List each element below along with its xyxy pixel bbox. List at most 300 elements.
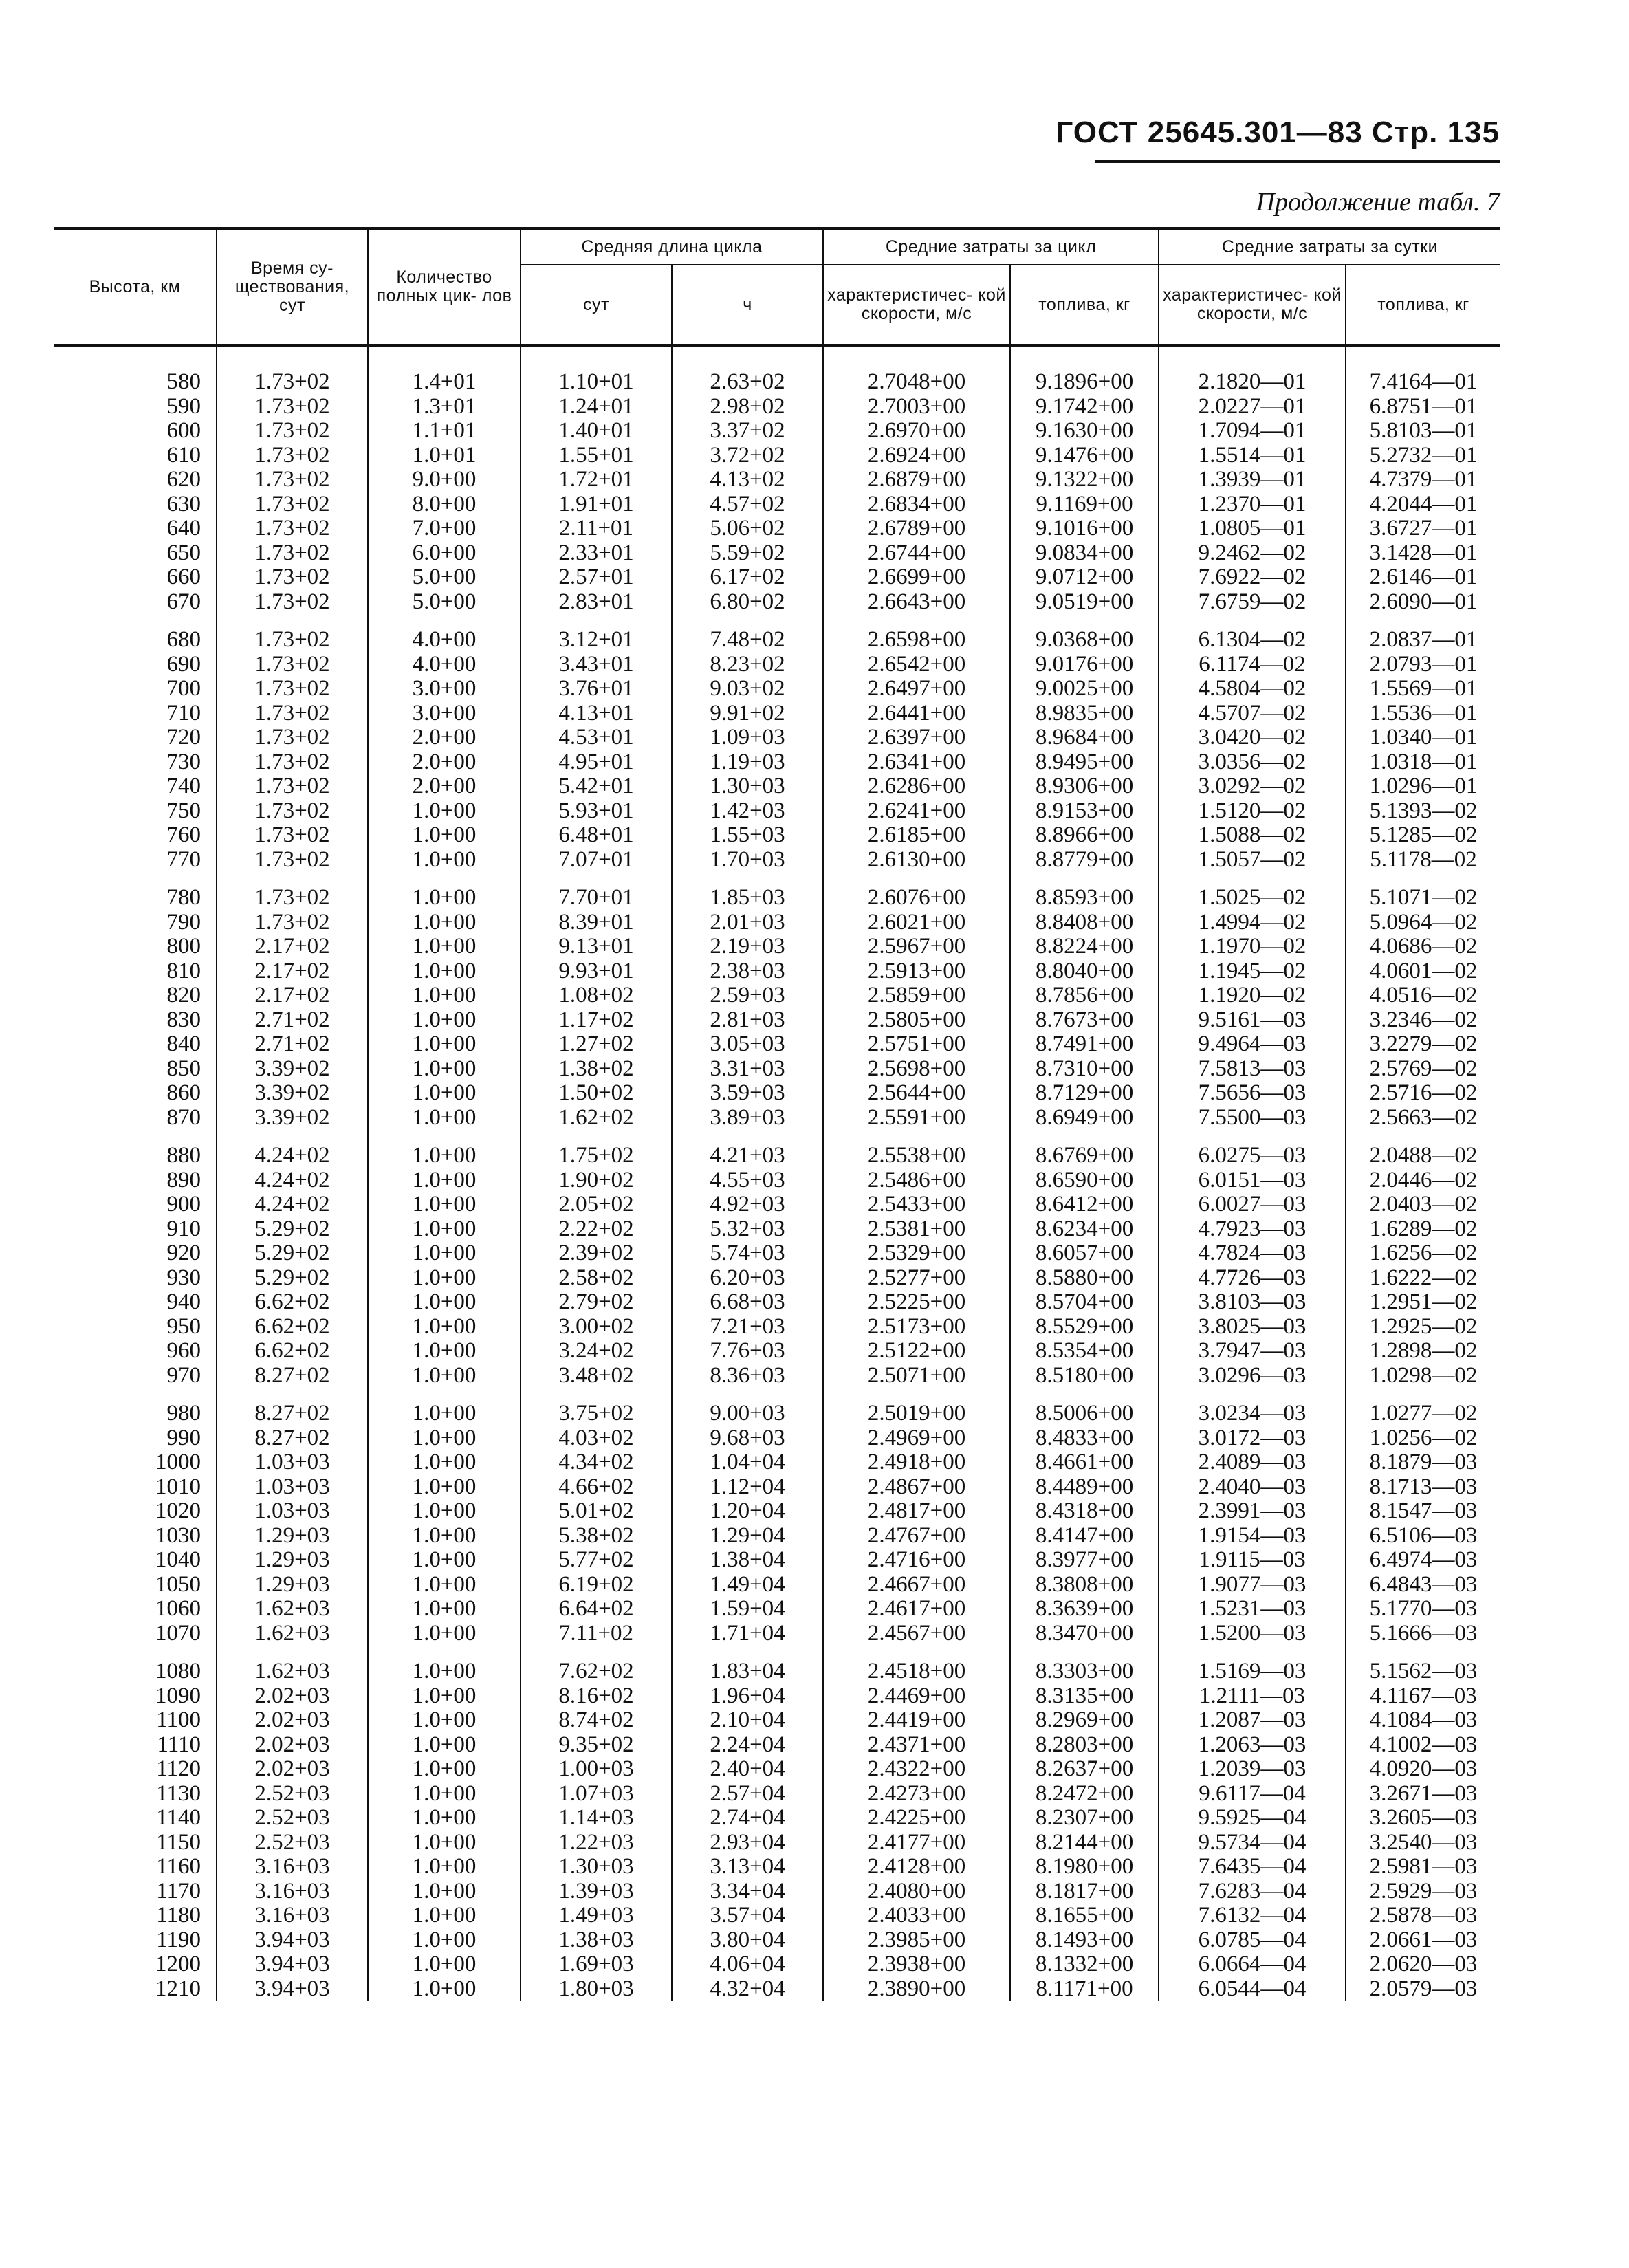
cell-lifetime: 2.17+02	[217, 983, 368, 1008]
cell-fuel-daily: 1.0318—01	[1346, 750, 1500, 775]
cell-char-velocity: 2.5173+00	[823, 1315, 1010, 1340]
cell-altitude: 1060	[155, 1596, 201, 1621]
header-altitude: Высота, км	[89, 276, 181, 296]
cell-hours: 1.85+03	[672, 886, 823, 911]
cell-lifetime: 1.29+03	[217, 1524, 368, 1549]
cell-fuel-daily: 1.6256—02	[1346, 1241, 1500, 1266]
cell-hours: 1.12+04	[672, 1475, 823, 1500]
cell-days: 2.22+02	[521, 1217, 672, 1242]
cell-hours: 3.72+02	[672, 444, 823, 468]
cell-char-velocity: 2.6744+00	[823, 541, 1010, 566]
cell-char-velocity-daily: 7.5656—03	[1159, 1081, 1346, 1106]
cell-days: 3.75+02	[521, 1402, 672, 1426]
cell-fuel-daily: 3.6727—01	[1346, 516, 1500, 541]
cell-altitude: 620	[166, 467, 201, 492]
cell-fuel-daily: 5.1178—02	[1346, 848, 1500, 873]
cell-char-velocity: 2.6397+00	[823, 726, 1010, 750]
cell-fuel-daily: 1.2898—02	[1346, 1339, 1500, 1364]
cell-days: 7.70+01	[521, 886, 672, 911]
cell-char-velocity: 2.7048+00	[823, 370, 1010, 395]
cell-lifetime: 3.16+03	[217, 1879, 368, 1904]
cell-fuel-daily: 5.2732—01	[1346, 444, 1500, 468]
table-row	[54, 541, 1500, 566]
cell-altitude: 1070	[155, 1620, 201, 1646]
cell-altitude: 850	[166, 1056, 201, 1081]
cell-lifetime: 3.94+03	[217, 1977, 368, 2002]
cell-days: 1.07+03	[521, 1782, 672, 1807]
cell-char-velocity-daily: 3.0292—02	[1159, 774, 1346, 799]
header-char-velocity-daily: характеристичес- кой скорости, м/с	[1159, 265, 1346, 345]
table-header	[54, 228, 1500, 345]
cell-cycles: 1.0+00	[368, 1622, 521, 1646]
cell-cycles: 1.0+00	[368, 1315, 521, 1340]
cell-fuel: 8.7673+00	[1010, 1008, 1159, 1033]
cell-cycles: 1.0+00	[368, 1168, 521, 1193]
table-row	[54, 1831, 1500, 1855]
cell-fuel: 8.6412+00	[1010, 1192, 1159, 1217]
cell-cycles: 5.0+00	[368, 565, 521, 590]
header-cycles: Количество полных цик- лов	[368, 228, 521, 345]
cell-altitude: 740	[166, 774, 201, 798]
cell-char-velocity-daily: 9.2462—02	[1159, 541, 1346, 566]
cell-fuel-daily: 5.1393—02	[1346, 799, 1500, 824]
cell-lifetime: 6.62+02	[217, 1315, 368, 1340]
cell-hours: 5.59+02	[672, 541, 823, 566]
cell-altitude: 700	[166, 676, 201, 701]
cell-lifetime: 1.73+02	[217, 370, 368, 395]
cell-fuel: 9.0519+00	[1010, 590, 1159, 615]
cell-fuel: 8.2307+00	[1010, 1806, 1159, 1831]
cell-fuel-daily: 2.0837—01	[1346, 628, 1500, 653]
cell-char-velocity: 2.5751+00	[823, 1032, 1010, 1057]
cell-fuel-daily: 3.2540—03	[1346, 1831, 1500, 1855]
cell-cycles: 1.0+00	[368, 1081, 521, 1106]
cell-char-velocity-daily: 1.5200—03	[1159, 1622, 1346, 1646]
table-row	[54, 1733, 1500, 1758]
cell-hours: 2.93+04	[672, 1831, 823, 1855]
cell-char-velocity-daily: 1.1970—02	[1159, 935, 1346, 959]
cell-hours: 2.74+04	[672, 1806, 823, 1831]
cell-cycles: 1.0+00	[368, 1524, 521, 1549]
cell-fuel: 8.8966+00	[1010, 823, 1159, 848]
cell-hours: 2.40+04	[672, 1757, 823, 1782]
cell-char-velocity-daily: 1.9154—03	[1159, 1524, 1346, 1549]
cell-char-velocity: 2.5019+00	[823, 1402, 1010, 1426]
cell-char-velocity-daily: 7.5813—03	[1159, 1057, 1346, 1082]
cell-lifetime: 2.71+02	[217, 1008, 368, 1033]
cell-cycles: 1.0+00	[368, 1339, 521, 1364]
table-row	[54, 492, 1500, 517]
cell-lifetime: 2.52+03	[217, 1831, 368, 1855]
cell-char-velocity: 2.5329+00	[823, 1241, 1010, 1266]
cell-fuel-daily: 1.0296—01	[1346, 774, 1500, 799]
cell-char-velocity-daily: 1.5088—02	[1159, 823, 1346, 848]
cell-altitude: 1160	[156, 1854, 201, 1879]
cell-fuel: 8.6769+00	[1010, 1144, 1159, 1168]
table-row	[54, 395, 1500, 419]
cell-char-velocity-daily: 7.6283—04	[1159, 1879, 1346, 1904]
cell-hours: 2.98+02	[672, 395, 823, 419]
cell-char-velocity: 2.4371+00	[823, 1733, 1010, 1758]
table-row	[54, 1499, 1500, 1524]
cell-altitude: 940	[166, 1289, 201, 1314]
cell-cycles: 1.0+00	[368, 1757, 521, 1782]
cell-fuel-daily: 2.5716—02	[1346, 1081, 1500, 1106]
cell-hours: 6.17+02	[672, 565, 823, 590]
cell-cycles: 7.0+00	[368, 516, 521, 541]
cell-days: 4.53+01	[521, 726, 672, 750]
cell-hours: 9.00+03	[672, 1402, 823, 1426]
cell-days: 2.11+01	[521, 516, 672, 541]
cell-days: 5.38+02	[521, 1524, 672, 1549]
cell-lifetime: 1.73+02	[217, 750, 368, 775]
cell-char-velocity-daily: 9.5161—03	[1159, 1008, 1346, 1033]
table-row	[54, 1622, 1500, 1646]
cell-fuel: 8.9684+00	[1010, 726, 1159, 750]
cell-char-velocity-daily: 3.0172—03	[1159, 1426, 1346, 1451]
cell-char-velocity: 2.5913+00	[823, 959, 1010, 984]
cell-char-velocity-daily: 2.1820—01	[1159, 370, 1346, 395]
cell-hours: 5.06+02	[672, 516, 823, 541]
cell-fuel: 8.2969+00	[1010, 1708, 1159, 1733]
cell-fuel: 8.4147+00	[1010, 1524, 1159, 1549]
table-row	[54, 1057, 1500, 1082]
cell-fuel-daily: 4.0920—03	[1346, 1757, 1500, 1782]
cell-days: 2.57+01	[521, 565, 672, 590]
cell-altitude: 800	[166, 934, 201, 959]
cell-cycles: 1.0+00	[368, 1952, 521, 1977]
cell-fuel-daily: 2.5981—03	[1346, 1855, 1500, 1879]
cell-fuel: 8.1493+00	[1010, 1928, 1159, 1953]
cell-fuel-daily: 2.0579—03	[1346, 1977, 1500, 2002]
group-spacer	[54, 345, 1500, 370]
cell-fuel: 8.2472+00	[1010, 1782, 1159, 1807]
cell-fuel-daily: 3.2346—02	[1346, 1008, 1500, 1033]
cell-char-velocity-daily: 4.5804—02	[1159, 677, 1346, 701]
table-row	[54, 1364, 1500, 1388]
cell-fuel-daily: 1.5569—01	[1346, 677, 1500, 701]
cell-hours: 2.63+02	[672, 370, 823, 395]
cell-days: 1.39+03	[521, 1879, 672, 1904]
table-row	[54, 1757, 1500, 1782]
cell-lifetime: 5.29+02	[217, 1266, 368, 1291]
cell-lifetime: 1.73+02	[217, 628, 368, 653]
cell-char-velocity: 2.4518+00	[823, 1659, 1010, 1684]
cell-cycles: 4.0+00	[368, 653, 521, 677]
cell-altitude: 710	[166, 700, 201, 726]
cell-hours: 7.21+03	[672, 1315, 823, 1340]
cell-altitude: 890	[166, 1167, 201, 1192]
cell-days: 1.22+03	[521, 1831, 672, 1855]
cell-fuel-daily: 2.5663—02	[1346, 1106, 1500, 1131]
table-row	[54, 1782, 1500, 1807]
cell-char-velocity: 2.4419+00	[823, 1708, 1010, 1733]
cell-altitude: 780	[166, 885, 201, 910]
cell-altitude: 870	[166, 1104, 201, 1130]
cell-cycles: 3.0+00	[368, 701, 521, 726]
cell-fuel-daily: 1.5536—01	[1346, 701, 1500, 726]
cell-char-velocity-daily: 7.6435—04	[1159, 1855, 1346, 1879]
cell-fuel: 8.8224+00	[1010, 935, 1159, 959]
cell-cycles: 1.0+00	[368, 959, 521, 984]
cell-char-velocity: 2.3890+00	[823, 1977, 1010, 2002]
cell-hours: 3.34+04	[672, 1879, 823, 1904]
cell-hours: 2.57+04	[672, 1782, 823, 1807]
cell-days: 4.66+02	[521, 1475, 672, 1500]
cell-lifetime: 3.16+03	[217, 1904, 368, 1928]
table-row	[54, 1597, 1500, 1622]
cell-cycles: 2.0+00	[368, 726, 521, 750]
table-row	[54, 1106, 1500, 1131]
table-row	[54, 1081, 1500, 1106]
data-table	[54, 227, 1500, 2001]
table-row	[54, 1266, 1500, 1291]
cell-fuel-daily: 2.0620—03	[1346, 1952, 1500, 1977]
cell-char-velocity: 2.4080+00	[823, 1879, 1010, 1904]
cell-lifetime: 1.03+03	[217, 1499, 368, 1524]
group-spacer	[54, 1646, 1500, 1659]
cell-char-velocity-daily: 4.5707—02	[1159, 701, 1346, 726]
cell-altitude: 1200	[155, 1952, 201, 1976]
table-row	[54, 468, 1500, 492]
cell-days: 1.69+03	[521, 1952, 672, 1977]
cell-fuel-daily: 8.1713—03	[1346, 1475, 1500, 1500]
cell-altitude: 790	[166, 909, 201, 935]
cell-lifetime: 6.62+02	[217, 1290, 368, 1315]
cell-cycles: 1.0+00	[368, 1032, 521, 1057]
table-row	[54, 1168, 1500, 1193]
cell-char-velocity-daily: 1.2063—03	[1159, 1733, 1346, 1758]
cell-altitude: 980	[166, 1401, 201, 1426]
cell-lifetime: 1.73+02	[217, 565, 368, 590]
cell-char-velocity: 2.6879+00	[823, 468, 1010, 492]
cell-altitude: 770	[166, 847, 201, 872]
cell-altitude: 1010	[155, 1474, 201, 1499]
cell-char-velocity-daily: 1.1920—02	[1159, 983, 1346, 1008]
cell-altitude: 1000	[155, 1450, 201, 1474]
table-row	[54, 823, 1500, 848]
cell-altitude: 1210	[155, 1976, 201, 2001]
cell-hours: 4.21+03	[672, 1144, 823, 1168]
cell-hours: 3.05+03	[672, 1032, 823, 1057]
cell-fuel-daily: 3.2671—03	[1346, 1782, 1500, 1807]
cell-altitude: 810	[166, 958, 201, 983]
cell-days: 7.62+02	[521, 1659, 672, 1684]
cell-days: 3.76+01	[521, 677, 672, 701]
cell-fuel: 8.6234+00	[1010, 1217, 1159, 1242]
cell-fuel: 8.9153+00	[1010, 799, 1159, 824]
cell-cycles: 1.0+00	[368, 1597, 521, 1622]
cell-cycles: 1.0+00	[368, 1402, 521, 1426]
cell-altitude: 650	[166, 540, 201, 565]
table-row	[54, 1008, 1500, 1033]
cell-fuel: 8.4489+00	[1010, 1475, 1159, 1500]
cell-hours: 2.38+03	[672, 959, 823, 984]
table-row	[54, 1684, 1500, 1709]
table-row	[54, 677, 1500, 701]
table-row	[54, 1708, 1500, 1733]
cell-hours: 1.71+04	[672, 1622, 823, 1646]
cell-char-velocity-daily: 2.4040—03	[1159, 1475, 1346, 1500]
cell-cycles: 1.0+00	[368, 1573, 521, 1598]
cell-hours: 2.10+04	[672, 1708, 823, 1733]
cell-altitude: 960	[166, 1338, 201, 1363]
cell-fuel-daily: 1.0340—01	[1346, 726, 1500, 750]
cell-char-velocity: 2.4918+00	[823, 1450, 1010, 1475]
table-row	[54, 1524, 1500, 1549]
cell-fuel: 8.9835+00	[1010, 701, 1159, 726]
cell-char-velocity: 2.5225+00	[823, 1290, 1010, 1315]
cell-lifetime: 1.73+02	[217, 468, 368, 492]
cell-lifetime: 4.24+02	[217, 1168, 368, 1193]
cell-char-velocity: 2.4716+00	[823, 1548, 1010, 1573]
cell-char-velocity: 2.4128+00	[823, 1855, 1010, 1879]
cell-hours: 4.06+04	[672, 1952, 823, 1977]
cell-lifetime: 1.29+03	[217, 1573, 368, 1598]
cell-cycles: 1.0+00	[368, 1928, 521, 1953]
cell-days: 1.72+01	[521, 468, 672, 492]
cell-hours: 3.57+04	[672, 1904, 823, 1928]
cell-fuel-daily: 4.7379—01	[1346, 468, 1500, 492]
cell-altitude: 1180	[156, 1903, 201, 1928]
cell-char-velocity-daily: 1.4994—02	[1159, 911, 1346, 935]
cell-cycles: 1.0+00	[368, 1364, 521, 1388]
cell-cycles: 1.0+00	[368, 983, 521, 1008]
cell-altitude: 1130	[156, 1780, 201, 1806]
header-fuel: топлива, кг	[1010, 265, 1159, 345]
cell-hours: 1.49+04	[672, 1573, 823, 1598]
cell-altitude: 970	[166, 1362, 201, 1388]
cell-fuel: 9.1016+00	[1010, 516, 1159, 541]
table-row	[54, 419, 1500, 444]
cell-fuel: 8.4318+00	[1010, 1499, 1159, 1524]
cell-lifetime: 1.73+02	[217, 701, 368, 726]
cell-days: 3.00+02	[521, 1315, 672, 1340]
group-spacer	[54, 1388, 1500, 1402]
header-lifetime: Время су- ществования, сут	[217, 228, 368, 345]
cell-lifetime: 2.02+03	[217, 1757, 368, 1782]
cell-fuel: 9.1742+00	[1010, 395, 1159, 419]
cell-fuel: 8.7129+00	[1010, 1081, 1159, 1106]
cell-altitude: 640	[166, 516, 201, 541]
cell-char-velocity: 2.3938+00	[823, 1952, 1010, 1977]
cell-char-velocity-daily: 1.5057—02	[1159, 848, 1346, 873]
cell-fuel-daily: 5.8103—01	[1346, 419, 1500, 444]
cell-char-velocity-daily: 6.0027—03	[1159, 1192, 1346, 1217]
cell-hours: 4.13+02	[672, 468, 823, 492]
cell-days: 3.48+02	[521, 1364, 672, 1388]
cell-hours: 1.96+04	[672, 1684, 823, 1709]
cell-altitude: 590	[166, 393, 201, 419]
cell-char-velocity: 2.4177+00	[823, 1831, 1010, 1855]
cell-cycles: 3.0+00	[368, 677, 521, 701]
table-row	[54, 1475, 1500, 1500]
cell-char-velocity: 2.6341+00	[823, 750, 1010, 775]
cell-lifetime: 1.73+02	[217, 444, 368, 468]
cell-fuel-daily: 1.6289—02	[1346, 1217, 1500, 1242]
cell-lifetime: 1.29+03	[217, 1548, 368, 1573]
cell-fuel-daily: 3.2605—03	[1346, 1806, 1500, 1831]
cell-lifetime: 1.73+02	[217, 799, 368, 824]
cell-char-velocity-daily: 1.9077—03	[1159, 1573, 1346, 1598]
cell-char-velocity-daily: 1.3939—01	[1159, 468, 1346, 492]
cell-altitude: 990	[166, 1425, 201, 1450]
cell-altitude: 820	[166, 983, 201, 1007]
cell-fuel: 8.5180+00	[1010, 1364, 1159, 1388]
cell-char-velocity: 2.5644+00	[823, 1081, 1010, 1106]
cell-lifetime: 1.73+02	[217, 653, 368, 677]
cell-char-velocity: 2.5277+00	[823, 1266, 1010, 1291]
cell-cycles: 1.4+01	[368, 370, 521, 395]
cell-cycles: 1.0+00	[368, 1106, 521, 1131]
cell-fuel-daily: 2.5878—03	[1346, 1904, 1500, 1928]
cell-days: 1.14+03	[521, 1806, 672, 1831]
cell-lifetime: 1.73+02	[217, 726, 368, 750]
cell-days: 3.43+01	[521, 653, 672, 677]
cell-fuel-daily: 4.0686—02	[1346, 935, 1500, 959]
cell-char-velocity: 2.6598+00	[823, 628, 1010, 653]
cell-fuel-daily: 5.0964—02	[1346, 911, 1500, 935]
cell-days: 1.50+02	[521, 1081, 672, 1106]
cell-cycles: 9.0+00	[368, 468, 521, 492]
header-fuel-daily: топлива, кг	[1346, 265, 1500, 345]
cell-days: 2.39+02	[521, 1241, 672, 1266]
cell-hours: 1.83+04	[672, 1659, 823, 1684]
cell-hours: 2.24+04	[672, 1733, 823, 1758]
cell-lifetime: 1.73+02	[217, 492, 368, 517]
cell-char-velocity: 2.6699+00	[823, 565, 1010, 590]
cell-char-velocity: 2.5538+00	[823, 1144, 1010, 1168]
cell-fuel-daily: 1.0277—02	[1346, 1402, 1500, 1426]
cell-cycles: 1.0+00	[368, 1057, 521, 1082]
cell-hours: 6.80+02	[672, 590, 823, 615]
cell-char-velocity: 2.5698+00	[823, 1057, 1010, 1082]
cell-fuel-daily: 6.5106—03	[1346, 1524, 1500, 1549]
cell-altitude: 830	[166, 1007, 201, 1032]
cell-char-velocity: 2.5967+00	[823, 935, 1010, 959]
cell-days: 1.40+01	[521, 419, 672, 444]
cell-char-velocity: 2.4617+00	[823, 1597, 1010, 1622]
table-row	[54, 653, 1500, 677]
cell-fuel: 9.1169+00	[1010, 492, 1159, 517]
cell-days: 1.90+02	[521, 1168, 672, 1193]
header-days: сут	[521, 265, 672, 345]
cell-fuel: 8.6590+00	[1010, 1168, 1159, 1193]
cell-cycles: 1.0+00	[368, 1144, 521, 1168]
cell-fuel-daily: 3.1428—01	[1346, 541, 1500, 566]
cell-char-velocity-daily: 1.5169—03	[1159, 1659, 1346, 1684]
cell-cycles: 8.0+00	[368, 492, 521, 517]
page-header: ГОСТ 25645.301—83 Стр. 135	[1056, 116, 1500, 149]
cell-altitude: 600	[166, 418, 201, 443]
header-cost-per-cycle: Средние затраты за цикл	[823, 228, 1159, 265]
cell-char-velocity: 2.6130+00	[823, 848, 1010, 873]
cell-char-velocity-daily: 1.2087—03	[1159, 1708, 1346, 1733]
table-continuation-label: Продолжение табл. 7	[1256, 188, 1500, 217]
cell-hours: 1.55+03	[672, 823, 823, 848]
cell-char-velocity-daily: 7.6759—02	[1159, 590, 1346, 615]
table-body	[54, 345, 1500, 2001]
cell-fuel: 9.0712+00	[1010, 565, 1159, 590]
cell-char-velocity-daily: 9.5925—04	[1159, 1806, 1346, 1831]
cell-fuel: 8.2144+00	[1010, 1831, 1159, 1855]
data-table-container	[54, 227, 1500, 2001]
cell-lifetime: 2.52+03	[217, 1806, 368, 1831]
cell-days: 4.34+02	[521, 1450, 672, 1475]
cell-fuel: 8.2637+00	[1010, 1757, 1159, 1782]
cell-fuel: 9.0176+00	[1010, 653, 1159, 677]
cell-char-velocity: 2.6789+00	[823, 516, 1010, 541]
